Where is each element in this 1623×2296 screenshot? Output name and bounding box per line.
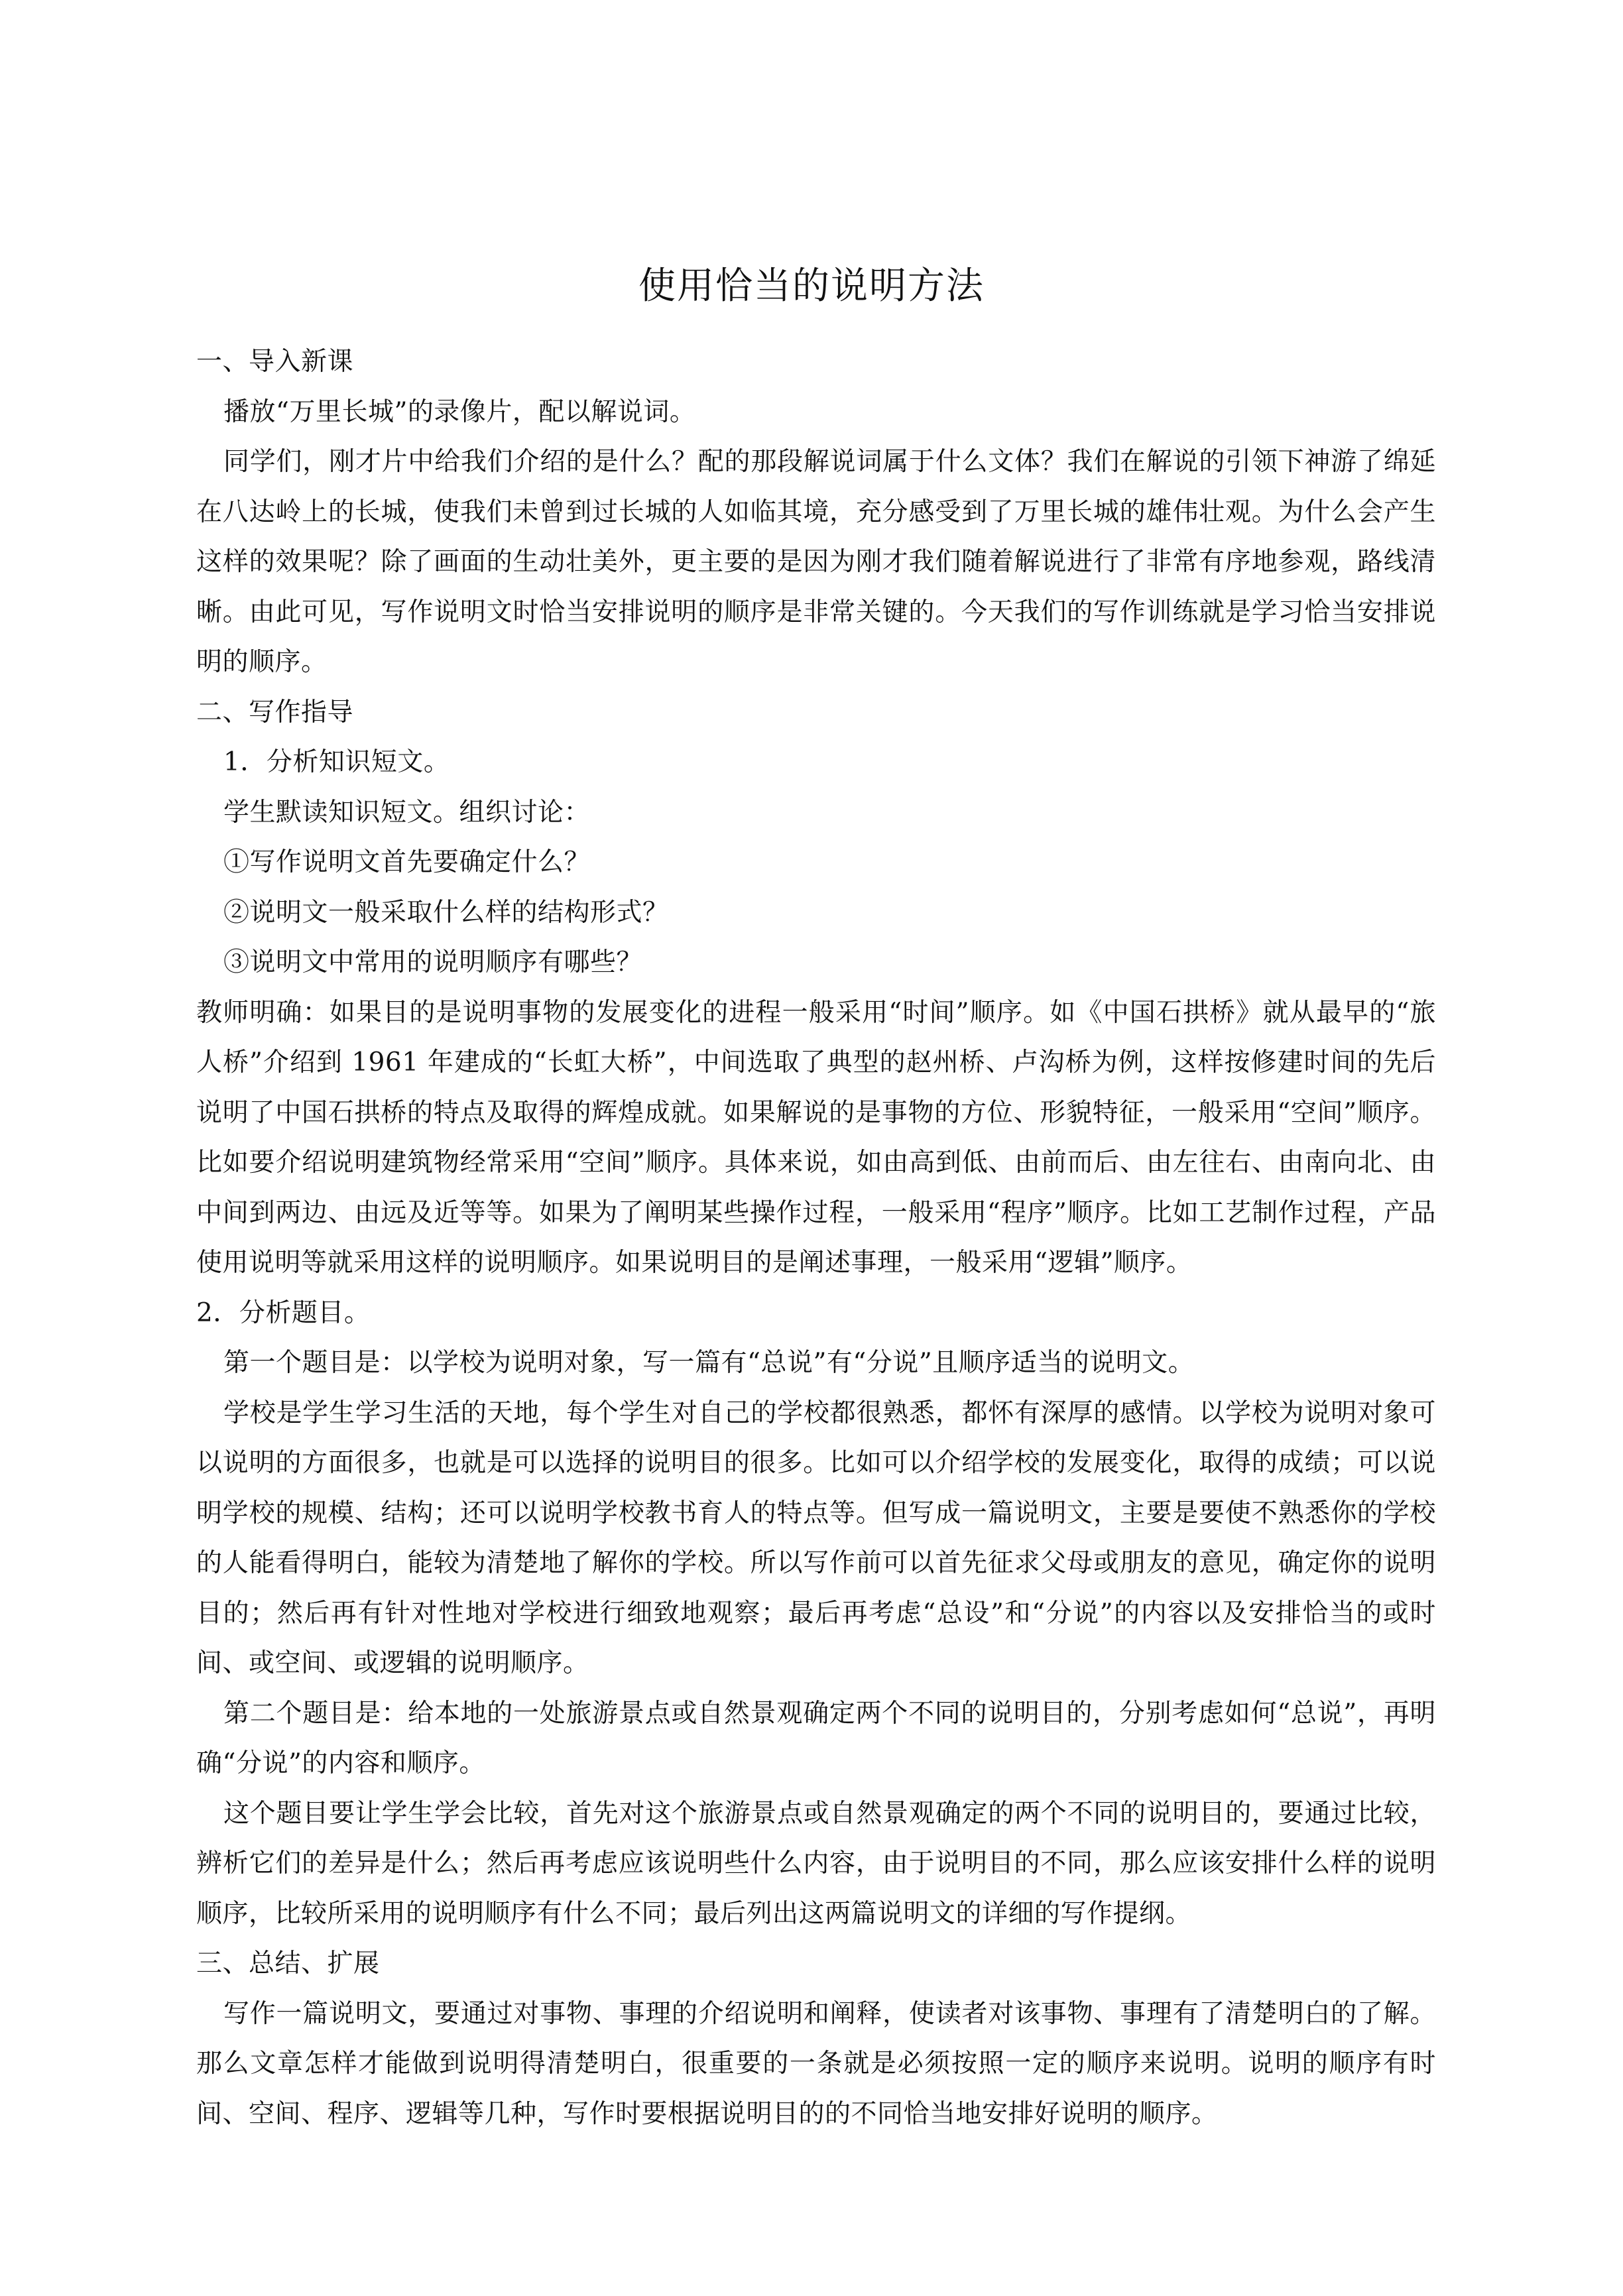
question-item: ②说明文一般采取什么样的结构形式？ — [223, 897, 669, 928]
subheading: 1．分析知识短文。 — [223, 747, 450, 777]
paragraph: 这个题目要让学生学会比较，首先对这个旅游景点或自然景观确定的两个不同的说明目的，要通过比较，辨析它们的差异是什么；然后再考虑应该说明些什么内容，由于说明目的不同，那么应该安排什么样的说明顺序，比较所采用的说明顺序有什么不同；最后列出这两篇说明文的详细的写作提纲。 — [196, 1798, 1436, 1929]
paragraph: 第一个题目是：以学校为说明对象，写一篇有“总说”有“分说”且顺序适当的说明文。 — [223, 1348, 1195, 1378]
section-heading-guidance: 二、写作指导 — [196, 697, 354, 727]
section-heading-intro: 一、导入新课 — [196, 347, 354, 377]
paragraph: 学校是学生学习生活的天地，每个学生对自己的学校都很熟悉，都怀有深厚的感情。以学校为说明对象可以说明的方面很多，也就是可以选择的说明目的很多。比如可以介绍学校的发展变化，取得的成绩；可以说明学校的规模、结构；还可以说明学校教书育人的特点等。但写成一篇说明文，主要是要使不熟悉你的学校的人能看得明白，能较为清楚地了解你的学校。所以写作前可以首先征求父母或朋友的意见，确定你的说明目的；然后再有针对性地对学校进行细致地观察；最后再考虑“总设”和“分说”的内容以及安排恰当的或时间、或空间、或逻辑的说明顺序。 — [196, 1398, 1436, 1678]
document-body — [196, 337, 1436, 2139]
paragraph: 教师明确：如果目的是说明事物的发展变化的进程一般采用“时间”顺序。如《中国石拱桥》就从最早的“旅人桥”介绍到 1961 年建成的“长虹大桥”，中间选取了典型的赵州桥、卢沟桥为例，这样按修建时间的先后说明了中国石拱桥的特点及取得的辉煌成就。如果解说的是事物的方位、形貌特征，一般采用“空间”顺序。比如要介绍说明建筑物经常采用“空间”顺序。具体来说，如由高到低、由前而后、由左往右、由南向北、由中间到两边、由远及近等等。如果为了阐明某些操作过程，一般采用“程序”顺序。比如工艺制作过程，产品使用说明等就采用这样的说明顺序。如果说明目的是阐述事理，一般采用“逻辑”顺序。 — [196, 997, 1436, 1278]
paragraph: 学生默读知识短文。组织讨论： — [223, 797, 591, 827]
question-item: ③说明文中常用的说明顺序有哪些？ — [223, 947, 643, 977]
paragraph: 写作一篇说明文，要通过对事物、事理的介绍说明和阐释，使读者对该事物、事理有了清楚明白的了解。那么文章怎样才能做到说明得清楚明白，很重要的一条就是必须按照一定的顺序来说明。说明的顺序有时间、空间、程序、逻辑等几种，写作时要根据说明目的的不同恰当地安排好说明的顺序。 — [196, 1998, 1436, 2129]
paragraph: 播放“万里长城”的录像片，配以解说词。 — [223, 396, 696, 427]
question-item: ①写作说明文首先要确定什么？ — [223, 847, 591, 877]
section-heading-summary: 三、总结、扩展 — [196, 1949, 380, 1978]
paragraph: 第二个题目是：给本地的一处旅游景点或自然景观确定两个不同的说明目的，分别考虑如何“总说”，再明确“分说”的内容和顺序。 — [196, 1698, 1436, 1778]
paragraph: 同学们，刚才片中给我们介绍的是什么？配的那段解说词属于什么文体？我们在解说的引领下神游了绵延在八达岭上的长城，使我们未曾到过长城的人如临其境，充分感受到了万里长城的雄伟壮观。为什么会产生这样的效果呢？除了画面的生动壮美外，更主要的是因为刚才我们随着解说进行了非常有序地参观，路线清晰。由此可见，写作说明文时恰当安排说明的顺序是非常关键的。今天我们的写作训练就是学习恰当安排说明的顺序。 — [196, 447, 1436, 677]
page-title: 使用恰当的说明方法 — [638, 265, 985, 308]
subheading: 2．分析题目。 — [196, 1298, 371, 1328]
